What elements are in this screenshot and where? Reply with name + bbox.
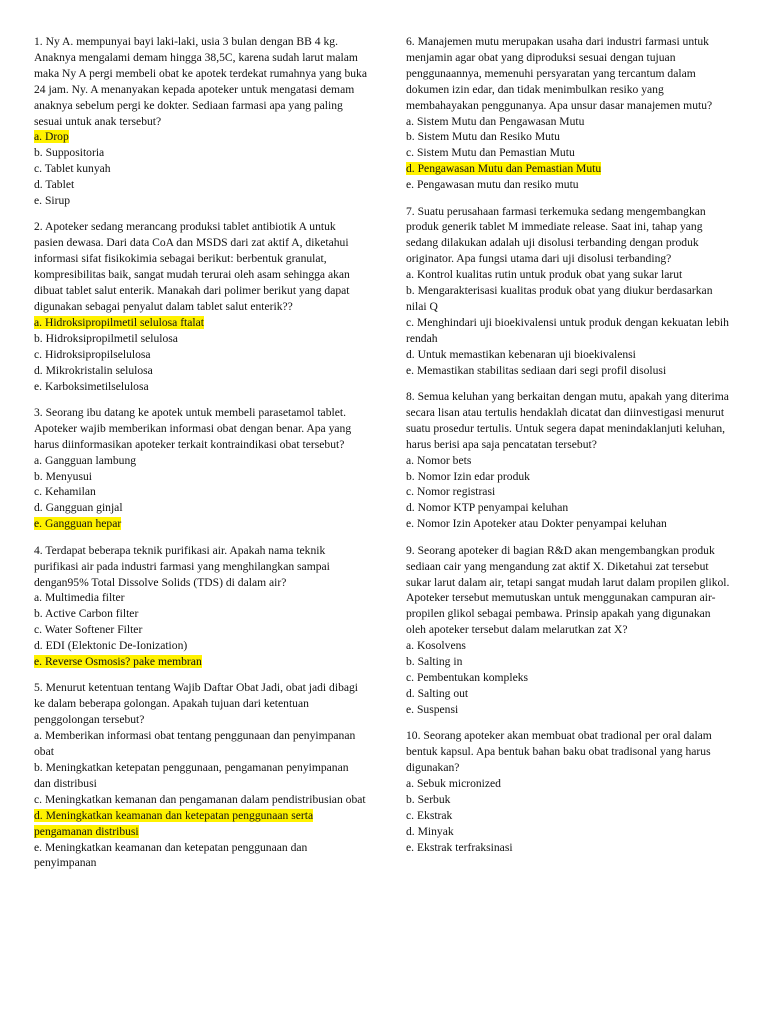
option-c: c. Sistem Mutu dan Pemastian Mutu [406,146,575,160]
highlighted-answer: d. Pengawasan Mutu dan Pemastian Mutu [406,162,602,176]
question-text: 2. Apoteker sedang merancang produksi tablet antibiotik A untuk pasien dewasa. Dari data CoA dan MSDS dari zat aktif A, diketahui informasi sifat fisikokimia sebagai berikut: berbentuk granulat, kompresibilitas baik, sangat mudah terurai oleh asam sehingga akan dibuat tablet salut enterik. Manakah dari polimer berikut yang dapat digunakan sebagai penyalut dalam tablet salut enterik?? [34,220,350,313]
option-c: c. Nomor registrasi [406,485,496,499]
option-d [34,808,368,840]
option-e: e. Meningkatkan keamanan dan ketepatan penggunaan dan penyimpanan [34,840,308,870]
highlighted-answer: a. Hidroksipropilmetil selulosa ftalat [34,315,205,329]
option-b: b. Suppositoria [34,146,105,160]
question-text: 9. Seorang apoteker di bagian R&D akan mengembangkan produk sediaan cair yang mengandung zat aktif X. Diketahui zat tersebut sukar larut dalam air, tetapi sangat mudah larut dalam propilen glikol. Apoteker tersebut memutuskan untuk menggunakan campuran air-propilen glikol sebagai pembawa. Prinsip apakah yang digunakan oleh apoteker tersebut dalam melarutkan zat X? [406,543,730,637]
option-b: b. Salting in [406,655,463,669]
option-d: d. Minyak [406,824,454,838]
option-b: b. Serbuk [406,792,451,806]
option-c: c. Tablet kunyah [34,162,111,176]
option-c: c. Ekstrak [406,808,453,822]
option-a: a. Sebuk micronized [406,776,501,790]
option-e: e. Suspensi [406,702,459,716]
question-9 [406,543,732,718]
question-text: 6. Manajemen mutu merupakan usaha dari industri farmasi untuk menjamin agar obat yang diproduksi sesuai dengan tujuan penggunaannya, memenuhi persyaratan yang tercantum dalam dokumen izin edar, dan tidak menimbulkan resiko yang membahayakan penggunanya. Apa unsur dasar manajemen mutu? [406,35,713,112]
question-text: 4. Terdapat beberapa teknik purifikasi air. Apakah nama teknik purifikasi air pada industri farmasi yang menghilangkan sampai dengan95% Total Dissolve Solids (TDS) di dalam air? [34,543,330,589]
option-a: a. Nomor bets [406,453,472,467]
option-list [34,129,368,209]
option-list [406,776,732,856]
option-c: c. Menghindari uji bioekivalensi untuk produk dengan kekuatan lebih rendah [406,315,729,345]
question-text: 1. Ny A. mempunyai bayi laki-laki, usia 3 bulan dengan BB 4 kg. Anaknya mengalami demam hingga 38,5C, karena sudah larut malam maka Ny A pergi membeli obat ke apotek terdekat rumahnya yang buka 24 jam. Ny. A menanyakan kepada apoteker untuk mengatasi demam anaknya sebelum pergi ke dokter. Sediaan farmasi apa yang paling sesuai untuk anak tersebut? [34,35,368,128]
option-e [34,654,368,670]
option-d: d. EDI (Elektonic De-Ionization) [34,639,188,653]
option-e: e. Karboksimetilselulosa [34,379,149,393]
left-column [34,34,368,882]
option-e: e. Nomor Izin Apoteker atau Dokter penyampai keluhan [406,517,667,531]
question-7 [406,204,732,379]
option-a: a. Sistem Mutu dan Pengawasan Mutu [406,114,585,128]
question-text: 10. Seorang apoteker akan membuat obat tradional per oral dalam bentuk kapsul. Apa bentuk bahan baku obat tradisonal yang harus digunakan? [406,729,712,774]
option-list [34,590,368,670]
option-d: d. Untuk memastikan kebenaran uji bioekivalensi [406,347,636,361]
question-2 [34,219,368,394]
option-list [406,453,732,533]
question-5 [34,680,368,871]
option-list [34,315,368,395]
option-b: b. Hidroksipropilmetil selulosa [34,331,178,345]
highlighted-answer: d. Meningkatkan keamanan dan ketepatan penggunaan serta pengamanan distribusi [34,808,314,838]
option-d: d. Salting out [406,686,469,700]
option-d: d. Tablet [34,178,75,192]
option-b: b. Mengarakterisasi kualitas produk obat yang diukur berdasarkan nilai Q [406,284,713,313]
option-list [406,267,732,378]
question-text: 8. Semua keluhan yang berkaitan dengan mutu, apakah yang diterima secara lisan atau tertulis hendaklah dicatat dan diinvestigasi menurut suatu prosedur tertulis. Untuk segera dapat menindaklanjuti keluhan, harus berisi apa saja pencatatan tersebut? [406,390,729,451]
option-e: e. Memastikan stabilitas sediaan dari segi profil disolusi [406,363,667,377]
highlighted-answer: a. Drop [34,130,69,144]
option-e: e. Pengawasan mutu dan resiko mutu [406,178,579,192]
option-d: d. Mikrokristalin selulosa [34,363,153,377]
option-a: a. Gangguan lambung [34,453,137,467]
option-a: a. Kontrol kualitas rutin untuk produk obat yang sukar larut [406,268,683,282]
option-a [34,129,368,145]
option-c: c. Pembentukan kompleks [406,670,529,684]
question-text: 7. Suatu perusahaan farmasi terkemuka sedang mengembangkan produk generik tablet M immediate release. Saat ini, tahap yang sedang dilakukan adalah uji disolusi terbanding dengan produk originator. Apa fungsi utama dari uji disolusi terbanding? [406,204,706,266]
question-text: 5. Menurut ketentuan tentang Wajib Daftar Obat Jadi, obat jadi dibagi ke dalam beberapa golongan. Apakah tujuan dari ketentuan penggolongan tersebut? [34,681,359,727]
option-b: b. Menyusui [34,469,92,483]
highlighted-answer: e. Gangguan hepar [34,517,122,531]
option-a: a. Multimedia filter [34,591,125,605]
right-column [406,34,732,866]
option-a [34,315,368,331]
question-8 [406,389,732,532]
option-c: c. Water Softener Filter [34,623,143,637]
option-d: d. Gangguan ginjal [34,501,123,515]
option-c: c. Meningkatkan kemanan dan pengamanan dalam pendistribusian obat [34,792,366,806]
option-c: c. Hidroksipropilselulosa [34,347,151,361]
option-c: c. Kehamilan [34,485,96,499]
option-list [406,638,732,718]
highlighted-answer: e. Reverse Osmosis? pake membran [34,655,202,669]
question-10 [406,728,732,855]
option-b: b. Meningkatkan ketepatan penggunaan, pengamanan penyimpanan dan distribusi [34,760,349,790]
option-b: b. Sistem Mutu dan Resiko Mutu [406,130,560,144]
question-4 [34,543,368,670]
option-a: a. Kosolvens [406,639,466,653]
option-e: e. Ekstrak terfraksinasi [406,840,513,854]
option-d [406,161,732,177]
option-b: b. Nomor Izin edar produk [406,469,530,483]
option-list [34,728,368,871]
option-d: d. Nomor KTP penyampai keluhan [406,501,569,515]
question-text: 3. Seorang ibu datang ke apotek untuk membeli parasetamol tablet. Apoteker wajib memberikan informasi obat dengan benar. Apa yang harus diinformasikan apoteker terkait kontraindikasi obat tersebut? [34,405,352,451]
option-a: a. Memberikan informasi obat tentang penggunaan dan penyimpanan obat [34,729,356,759]
option-e [34,516,368,532]
question-6 [406,34,732,193]
question-1 [34,34,368,209]
option-e: e. Sirup [34,194,71,208]
option-list [34,453,368,533]
option-list [406,114,732,194]
question-3 [34,405,368,532]
option-b: b. Active Carbon filter [34,607,139,621]
